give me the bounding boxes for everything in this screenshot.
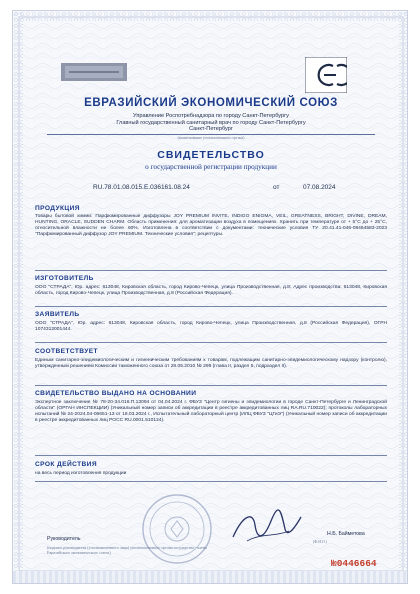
signatory-name-caption: (Ф.И.О.)	[313, 540, 327, 544]
applicant-heading: ЗАЯВИТЕЛЬ	[35, 311, 80, 318]
authority-caption: (наименование уполномоченного органа)	[177, 136, 245, 140]
section-divider	[35, 455, 387, 456]
section-divider	[35, 270, 387, 271]
manufacturer-text: ООО "СТРАДА", Юр. адрес: 613048, Кировская область, город Кирово-Чепецк, улица Производственная, д.8; Адрес производства: 613048, Кировская область, город Кирово-Чепецк, улица Производственная, д.8 (Российская Федерация).	[35, 285, 387, 297]
serial-number: №0446664	[331, 558, 377, 569]
certificate-sheet	[12, 10, 408, 584]
validity-heading: СРОК ДЕЙСТВИЯ	[35, 461, 97, 468]
issuing-authority	[53, 113, 369, 133]
certificate-content	[13, 11, 408, 584]
section-divider	[35, 385, 387, 386]
compliance-text: Единым санитарно-эпидемиологическим и гигиеническим требованиям к товарам, подлежащим санитарно-эпидемиологическому надзору (контролю), утвержденным решением Комиссии таможенного союза от 28.05.2010 № 299 (глава II, раздел 5, подраздел II).	[35, 358, 387, 370]
authority-line: Главный государственный санитарный врач по городу Санкт-Петербургу	[116, 119, 306, 126]
product-heading: ПРОДУКЦИЯ	[35, 205, 80, 212]
manufacturer-heading: ИЗГОТОВИТЕЛЬ	[35, 275, 94, 282]
product-text: Товары бытовой химии: Парфюмированные диффузоры JOY PREMIUM INVITE, INDIGO ENIGMA, VEIL, GREATNESS, BRIGHT, DIVINE, DREAM, HUNTING, ORACLE, SUDDEN CHARM. Область применения: для ароматизации воздуха в помещениях. Хранить при температуре от + 5°С до + 25°С, относительной влажности не более 60%. Изготовлена в соответствии с документами: технические условия ТУ 20.41.41-046-08464583-2023 "Парфюмированный диффузор JOY PREMIUM. Технические условия"; рецептуры.	[35, 214, 387, 238]
signatory-name: Н.Б. Байметова	[327, 531, 365, 537]
eaeu-logo-icon	[305, 57, 347, 93]
certificate-number-row	[53, 184, 373, 196]
union-title: ЕВРАЗИЙСКИЙ ЭКОНОМИЧЕСКИЙ СОЮЗ	[84, 97, 338, 109]
signatory-title: Руководитель	[47, 536, 81, 542]
date-prefix: от	[273, 184, 280, 191]
certificate-number: RU.78.01.08.015.E.036161.08.24	[93, 184, 190, 191]
certificate-subtitle: о государственной регистрации продукции	[145, 163, 277, 171]
hologram-emblem	[61, 63, 127, 81]
section-divider	[35, 481, 387, 482]
authority-line: Управление Роспотребнадзора по городу Санкт-Петербургу	[133, 113, 289, 119]
basis-heading: СВИДЕТЕЛЬСТВО ВЫДАНО НА ОСНОВАНИИ	[35, 390, 197, 397]
signature	[227, 507, 307, 547]
applicant-text: ООО "СТРАДА", Юр. адрес: 613048, Кировская область, город Кирово-Чепецк, улица Производственная, д.8 (Российская Федерация), ОГРН 1074312001444.	[35, 321, 387, 333]
basis-text: Экспертное заключение № 78-20-34.016.П.13094 от 04.04.2024 г. ФБУЗ "Центр гигиены и эпидемиологии в городе Санкт-Петербурге и Ленинградской области" (ОРГАН ИНСПЕКЦИИ) (Уникальный номер записи об аккредитации в реестре аккредитованных лиц RA.RU.710022); протоколы лабораторных испытаний № 24-2024.04-06651-13 от 18.03.2024 г., Испытательный лабораторный центр (ИЛЦ ФБУЗ "ЦГиЭ") (Уникальный номер записи об аккредитации в реестре аккредитованных лиц РОСС RU.0001.510124).	[35, 400, 387, 424]
authority-line: Санкт-Петербург	[189, 126, 233, 133]
section-divider	[35, 306, 387, 307]
certificate-date: 07.08.2024	[303, 184, 336, 191]
section-divider	[35, 342, 387, 343]
authority-underline	[47, 134, 375, 135]
validity-text: на весь период изготовления продукции	[35, 471, 127, 476]
signature-caption: (подпись руководителя (уполномоченного лица) уполномоченного органа государства - члена Евразийского экономического союза)	[47, 545, 207, 555]
compliance-heading: СООТВЕТСТВУЕТ	[35, 348, 98, 355]
certificate-title: СВИДЕТЕЛЬСТВО	[157, 149, 265, 161]
